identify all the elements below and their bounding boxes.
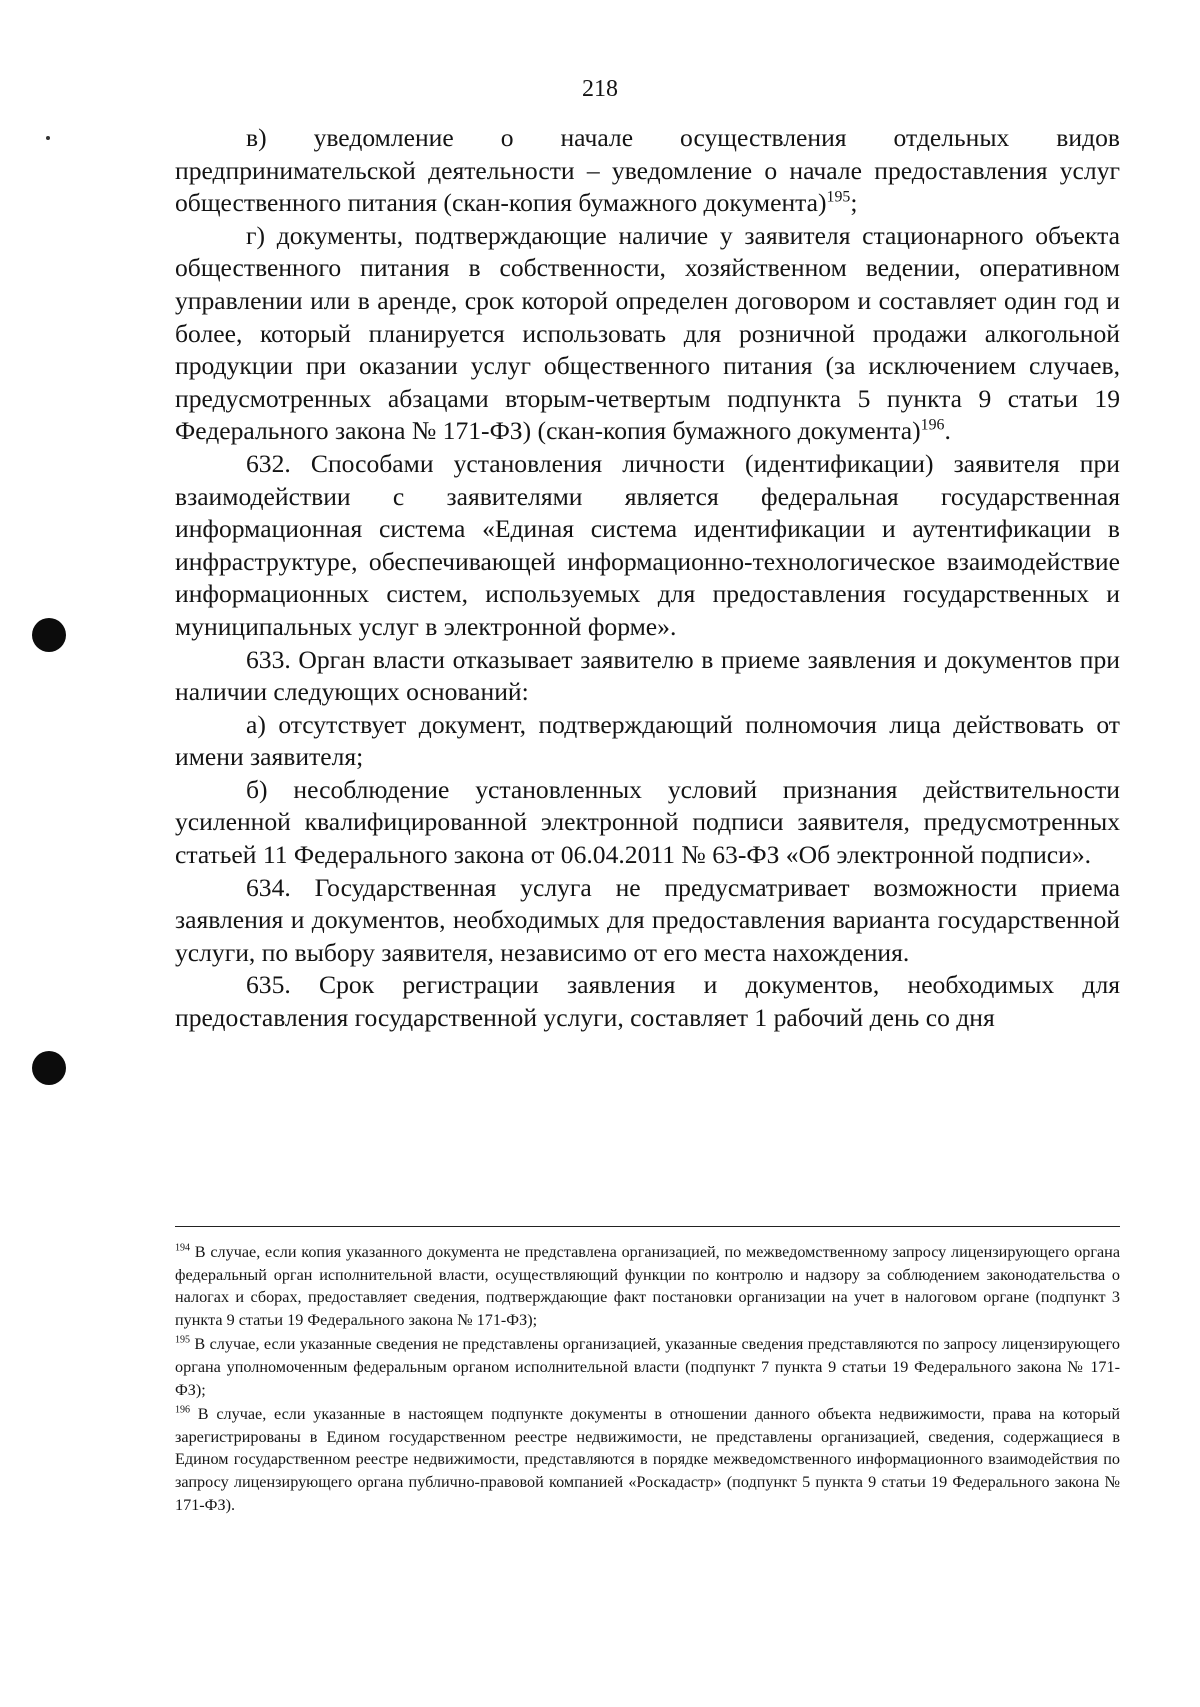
- main-text: [175, 122, 1120, 1035]
- paragraph-text: в) уведомление о начале осуществления отдельных видов предпринимательской деятельности – уведомление о начале предоставления услуг общественного питания (скан-копия бумажного документа): [175, 123, 1120, 218]
- paragraph-632: 632. Способами установления личности (идентификации) заявителя при взаимодействии с заявителями является федеральная государственная информационная система «Единая система идентификации и аутентификации в инфраструктуре, обеспечивающей информационно-технологическое взаимодействие информационных систем, используемых для предоставления государственных и муниципальных услуг в электронной форме».: [175, 448, 1120, 641]
- scan-speck: [46, 136, 50, 140]
- paragraph-end: .: [944, 416, 951, 446]
- punch-hole-mark: [32, 1051, 66, 1085]
- footnote-195: [175, 1333, 1120, 1401]
- paragraph: [175, 220, 1120, 448]
- page-number: 218: [582, 76, 618, 102]
- paragraph-end: ;: [850, 188, 858, 218]
- paragraph-635: 635. Срок регистрации заявления и документов, необходимых для предоставления государственной услуги, составляет 1 рабочий день со дня: [175, 970, 1120, 1033]
- footnote-number: 196: [175, 1404, 191, 1416]
- footnotes: [175, 1241, 1120, 1518]
- footnote-number: 195: [175, 1334, 191, 1346]
- paragraph-633-b: б) несоблюдение установленных условий признания действительности усиленной квалифицированной электронной подписи заявителя, предусмотренных статьей 11 Федерального закона от 06.04.2011 № 63-ФЗ «Об электронной подписи».: [175, 774, 1120, 870]
- footnote-ref: 195: [826, 188, 851, 206]
- paragraph-633-a: а) отсутствует документ, подтверждающий полномочия лица действовать от имени заявителя;: [175, 709, 1120, 772]
- footnote-ref: 196: [920, 416, 945, 434]
- paragraph-634: 634. Государственная услуга не предусматривает возможности приема заявления и документов, необходимых для предоставления варианта государственной услуги, по выбору заявителя, независимо от его места нахождения.: [175, 872, 1120, 967]
- footnote-number: 194: [175, 1242, 191, 1254]
- paragraph-633: 633. Орган власти отказывает заявителю в приеме заявления и документов при наличии следующих оснований:: [175, 644, 1120, 707]
- footnote-separator: [175, 1226, 1120, 1227]
- punch-hole-mark: [32, 618, 66, 652]
- footnote-194: [175, 1241, 1120, 1331]
- paragraph-text: г) документы, подтверждающие наличие у заявителя стационарного объекта общественного питания в собственности, хозяйственном ведении, оперативном управлении или в аренде, срок которой определен договором и составляет один год и более, который планируется использовать для розничной продажи алкогольной продукции при оказании услуг общественного питания (за исключением случаев, предусмотренных абзацами вторым-четвертым подпункта 5 пункта 9 статьи 19 Федерального закона № 171-ФЗ) (скан-копия бумажного документа): [175, 220, 1120, 446]
- footnote-text: В случае, если указанные сведения не представлены организацией, указанные сведения представляются по запросу лицензирующего органа уполномоченным федеральным органом исполнительной власти (подпункт 7 пункта 9 статьи 19 Федерального закона № 171-ФЗ);: [175, 1335, 1120, 1399]
- paragraph: [175, 122, 1120, 220]
- footnote-196: [175, 1403, 1120, 1516]
- footnote-text: В случае, если копия указанного документа не представлена организацией, по межведомственному запросу лицензирующего органа федеральный орган исполнительной власти, осуществляющий функции по контролю и надзору за соблюдением законодательства о налогах и сборах, предоставляет сведения, подтверждающие факт постановки организации на учет в налоговом органе (подпункт 3 пункта 9 статьи 19 Федерального закона № 171-ФЗ);: [175, 1243, 1120, 1329]
- footnote-text: В случае, если указанные в настоящем подпункте документы в отношении данного объекта недвижимости, права на который зарегистрированы в Едином государственном реестре недвижимости, не представлены организацией, сведения, содержащиеся в Едином государственном реестре недвижимости, представляются в порядке межведомственного информационного взаимодействия по запросу лицензирующего органа публично-правовой компанией «Роскадастр» (подпункт 5 пункта 9 статьи 19 Федерального закона № 171-ФЗ).: [175, 1405, 1120, 1514]
